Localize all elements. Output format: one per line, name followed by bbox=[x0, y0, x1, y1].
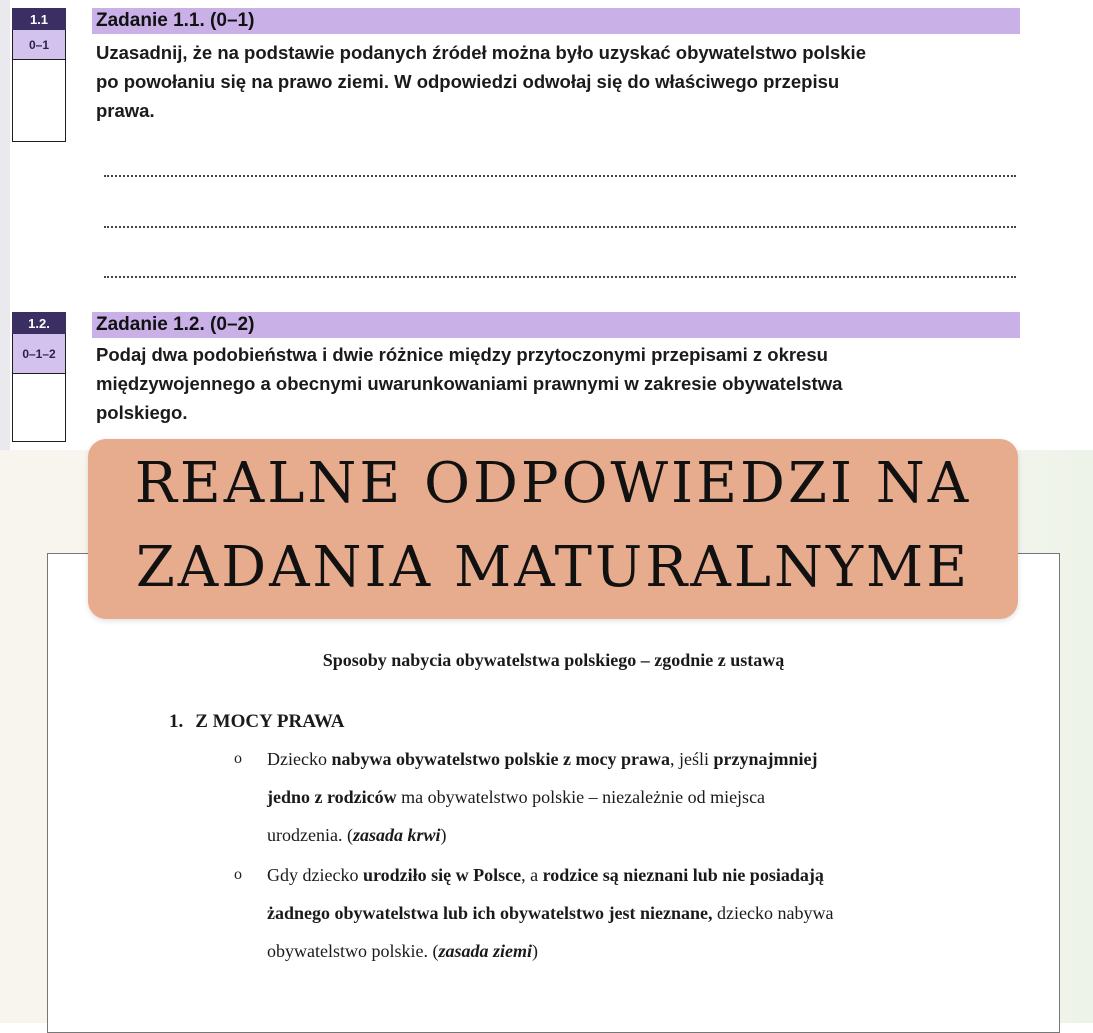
bullet-line bbox=[267, 932, 987, 970]
bold-run: przynajmniej bbox=[713, 749, 818, 769]
task-text-line: międzywojennego a obecnymi uwarunkowaniami prawnymi w zakresie obywatelstwa bbox=[96, 373, 843, 394]
text-run: urodzenia. ( bbox=[267, 825, 353, 845]
task-number-1-1: 1.1 bbox=[12, 8, 66, 30]
task-text-line: Uzasadnij, że na podstawie podanych źródeł można było uzyskać obywatelstwo polskie bbox=[96, 42, 866, 63]
document-subtitle: Sposoby nabycia obywatelstwa polskiego – zgodnie z ustawą bbox=[322, 650, 785, 670]
bullet-line bbox=[267, 816, 987, 854]
bold-run: jedno z rodziców bbox=[267, 787, 397, 807]
bullet-line bbox=[267, 856, 987, 894]
task-text-line: Podaj dwa podobieństwa i dwie różnice między przytoczonymi przepisami z okresu bbox=[96, 344, 828, 365]
banner-line-2: ZADANIA MATURALNYME bbox=[135, 535, 971, 600]
title-banner bbox=[88, 439, 1018, 619]
task-text-line: polskiego. bbox=[96, 402, 188, 423]
bullet-marker: o bbox=[234, 866, 242, 883]
task-text-line: prawa. bbox=[96, 100, 155, 121]
answer-line-2[interactable] bbox=[104, 226, 1016, 228]
answer-line-1[interactable] bbox=[104, 175, 1016, 177]
bullet-item-2 bbox=[267, 856, 987, 970]
answer-document bbox=[47, 553, 1060, 1033]
text-run: ) bbox=[532, 941, 538, 961]
bold-run: żadnego obywatelstwa lub ich obywatelstwo jest nieznane, bbox=[267, 903, 713, 923]
task-text-1-1 bbox=[96, 38, 1026, 125]
text-run: Gdy dziecko bbox=[267, 865, 363, 885]
score-label-1-1: 0–1 bbox=[13, 30, 65, 60]
score-box-1-2[interactable] bbox=[12, 334, 66, 442]
bullet-line bbox=[267, 894, 987, 932]
task-text-line: po powołaniu się na prawo ziemi. W odpowiedzi odwołaj się do właściwego przepisu bbox=[96, 71, 840, 92]
italic-run: zasada ziemi bbox=[438, 941, 532, 961]
text-run: dziecko nabywa bbox=[712, 903, 834, 923]
score-box-1-1[interactable] bbox=[12, 30, 66, 142]
task-header-1-1: Zadanie 1.1. (0–1) bbox=[92, 8, 1020, 34]
text-run: obywatelstwo polskie. ( bbox=[267, 941, 439, 961]
italic-run: zasada krwi bbox=[352, 825, 441, 845]
bullet-line bbox=[267, 778, 987, 816]
text-run: , a bbox=[521, 865, 543, 885]
bold-run: rodzice są nieznani lub nie posiadają bbox=[542, 865, 824, 885]
bullet-marker: o bbox=[234, 750, 242, 767]
bullet-item-1 bbox=[267, 740, 987, 854]
text-run: , jeśli bbox=[669, 749, 714, 769]
bold-run: nabywa obywatelstwo polskie z mocy prawa bbox=[331, 749, 670, 769]
task-text-1-2 bbox=[96, 340, 1026, 427]
exam-sheet bbox=[0, 0, 1093, 450]
banner-line-1: REALNE ODPOWIEDZI NA bbox=[134, 451, 972, 516]
text-run: Dziecko bbox=[267, 749, 332, 769]
text-run: ) bbox=[440, 825, 447, 845]
document-heading bbox=[169, 711, 356, 733]
heading-text: Z MOCY PRAWA bbox=[195, 711, 345, 732]
bullet-line bbox=[267, 740, 987, 778]
task-number-1-2: 1.2. bbox=[12, 312, 66, 334]
answer-line-3[interactable] bbox=[104, 276, 1016, 278]
left-margin-strip bbox=[0, 0, 10, 450]
text-run: ma obywatelstwo polskie – niezależnie od miejsca bbox=[396, 787, 766, 807]
score-label-1-2: 0–1–2 bbox=[13, 334, 65, 374]
heading-number: 1. bbox=[169, 711, 184, 732]
task-header-1-2: Zadanie 1.2. (0–2) bbox=[92, 312, 1020, 338]
bold-run: urodziło się w Polsce bbox=[362, 865, 522, 885]
